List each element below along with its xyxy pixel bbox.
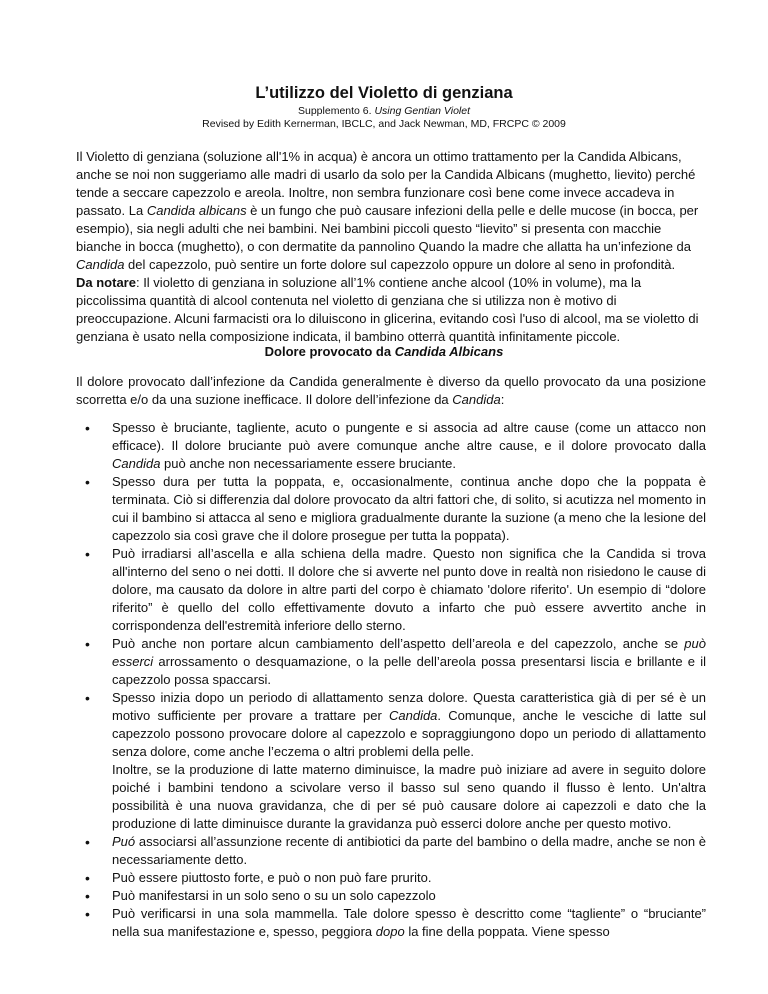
list-item-text: Può irradiarsi all’ascella e alla schiena della madre. Questo non significa che la Candida si trova all'interno del seno o nei dotti. Il dolore che si avverte nel punto dove in realtà non risiedono le cause di dolore, ma causato da dolore in altre parti del corpo è chiamato 'dolore riferito'. Un esempio di “dolore riferito” è quello del collo effettivamente dovuto a infarto che può essere avvertito anche in corrispondenza dell'estremità inferiore dello sterno. [112, 546, 706, 633]
revision-credit: Revised by Edith Kernerman, IBCLC, and Jack Newman, MD, FRCPC © 2009 [202, 118, 566, 130]
list-item-text: Può manifestarsi in un solo seno o su un solo capezzolo [112, 888, 436, 903]
section-title-text: Dolore provocato da [264, 344, 395, 359]
list-item [85, 545, 706, 635]
supplement-prefix: Supplemento 6. [298, 105, 375, 117]
list-item [85, 833, 706, 869]
pain-intro-paragraph [76, 373, 706, 409]
list-item-text: Può verificarsi in una sola mammella. Tale dolore spesso è descritto come “tagliente” o “bruciante” nella sua manifestazione e, spesso, peggiora [112, 906, 706, 939]
list-item-italic: Puó [112, 834, 136, 849]
list-item-italic: Candida [112, 456, 161, 471]
note-paragraph [76, 274, 706, 346]
bullet-icon: • [85, 888, 90, 904]
pain-intro-italic: Candida [452, 392, 501, 407]
note-text: : Il violetto di genziana in soluzione all’1% contiene anche alcool (10% in volume), ma la piccolissima quantità di alcool contenuta nel violetto di genziana che si utilizza non è motivo di preoccupazione. Alcuni farmacisti ora lo diluiscono in glicerina, evitando così l'uso di alcool, ma se violetto di genziana è usato nella composizione indicata, il bambino otterrà quantità infinitamente piccole. [76, 275, 699, 344]
list-item-text: la fine della poppata. Viene spesso [404, 924, 610, 939]
bullet-icon: • [85, 420, 90, 436]
bullet-icon: • [85, 834, 90, 850]
supplement-line [0, 104, 768, 118]
bullet-icon: • [85, 474, 90, 490]
supplement-english-title: Using Gentian Violet [374, 105, 470, 117]
list-item-italic: Candida [388, 708, 438, 723]
section-title-italic: Candida Albicans [394, 344, 504, 359]
intro-italic-term: Candida albicans [146, 203, 247, 218]
document-title: L’utilizzo del Violetto di genziana [255, 84, 513, 102]
intro-text: Il Violetto di genziana (soluzione all'1% in acqua) è ancora un ottimo trattamento per la Candida Albicans, anche se noi non suggeriamo alle madri di usarlo da solo per la Candida Albicans (mughetto, lievito) perché tende a seccare capezzolo e areola. Inoltre, non sembra funzionare così bene come invece accadeva in passato. La [76, 149, 696, 218]
list-item-text: Può essere piuttosto forte, e può o non può fare prurito. [112, 870, 432, 885]
list-item-text: Spesso dura per tutta la poppata, e, occasionalmente, continua anche dopo che la poppata è terminata. Ciò si differenzia dal dolore provocato da altri fattori che, di solito, si acutizza nel momento in cui il bambino si attacca al seno e migliora gradualmente durante la suzione (a meno che la lesione del capezzolo sia così grave che il dolore prosegue per tutta la poppata). [112, 474, 706, 543]
list-item-text: . Comunque, anche le vesciche di latte sul capezzolo possono provocare dolore al capezzolo e sopraggiungono dopo un periodo di allattamento senza dolore, come anche l’eczema o altri problemi della pelle. [112, 708, 706, 759]
section-title [0, 344, 768, 359]
intro-paragraph [76, 148, 706, 274]
list-item [85, 419, 706, 473]
bullet-icon: • [85, 870, 90, 886]
intro-section [76, 148, 706, 346]
list-item-text: può anche non necessariamente essere bruciante. [160, 456, 457, 471]
list-item [85, 905, 706, 941]
bullet-icon: • [85, 690, 90, 706]
list-item-italic: può esserci [112, 636, 706, 669]
list-item-text: arrossamento o desquamazione, o la pelle dell’areola possa presentarsi liscia e brillante e il capezzolo possa spaccarsi. [112, 654, 706, 687]
list-item-italic: dopo [375, 924, 405, 939]
list-item-text: Può anche non portare alcun cambiamento dell’aspetto dell’areola e del capezzolo, anche se [112, 636, 685, 651]
note-label: Da notare [76, 275, 136, 290]
intro-text: è un fungo che può causare infezioni della pelle e delle mucose (in bocca, per esempio), sia negli adulti che nei bambini. Nei bambini piccoli questo “lievito” si presenta con macchie bianche in bocca (mughetto), o con dermatite da pannolino Quando la madre che allatta ha un’infezione da [76, 203, 699, 254]
list-item [85, 635, 706, 689]
list-item [85, 887, 706, 905]
intro-italic-term: Candida [76, 257, 125, 272]
list-item-paragraph [112, 689, 706, 761]
list-item [85, 689, 706, 833]
list-item-text: Spesso inizia dopo un periodo di allattamento senza dolore. Questa caratteristica già di per sé è un motivo sufficiente per provare a trattare per [112, 690, 706, 723]
intro-text: del capezzolo, può sentire un forte dolore sul capezzolo oppure un dolore al seno in profondità. [124, 257, 676, 272]
bullet-icon: • [85, 636, 90, 652]
list-item-paragraph: Inoltre, se la produzione di latte materno diminuisce, la madre può iniziare ad avere in seguito dolore poiché i bambini tendono a scivolare verso il basso sul seno quando il flusso è lento. Un'altra possibilità è una nuova gravidanza, che di per sé può causare dolore ai capezzoli e dato che la produzione di latte diminuisce durante la gravidanza può esserci dolore anche per questo motivo. [112, 762, 706, 831]
list-item-text: associarsi all’assunzione recente di antibiotici da parte del bambino o della madre, anche se non è necessariamente detto. [112, 834, 706, 867]
list-item [85, 473, 706, 545]
bullet-icon: • [85, 546, 90, 562]
pain-characteristics-list [85, 419, 706, 941]
list-item [85, 869, 706, 887]
list-item-text: Spesso è bruciante, tagliente, acuto o pungente e si associa ad altre cause (come un attacco non efficace). Il dolore bruciante può avere comunque anche altre cause, e il dolore provocato dalla [112, 420, 706, 453]
pain-intro-text: Il dolore provocato dall’infezione da Candida generalmente è diverso da quello provocato da una posizione scorretta e/o da una suzione inefficace. Il dolore dell’infezione da [76, 374, 706, 407]
pain-intro-text: : [500, 392, 505, 407]
bullet-icon: • [85, 906, 90, 922]
